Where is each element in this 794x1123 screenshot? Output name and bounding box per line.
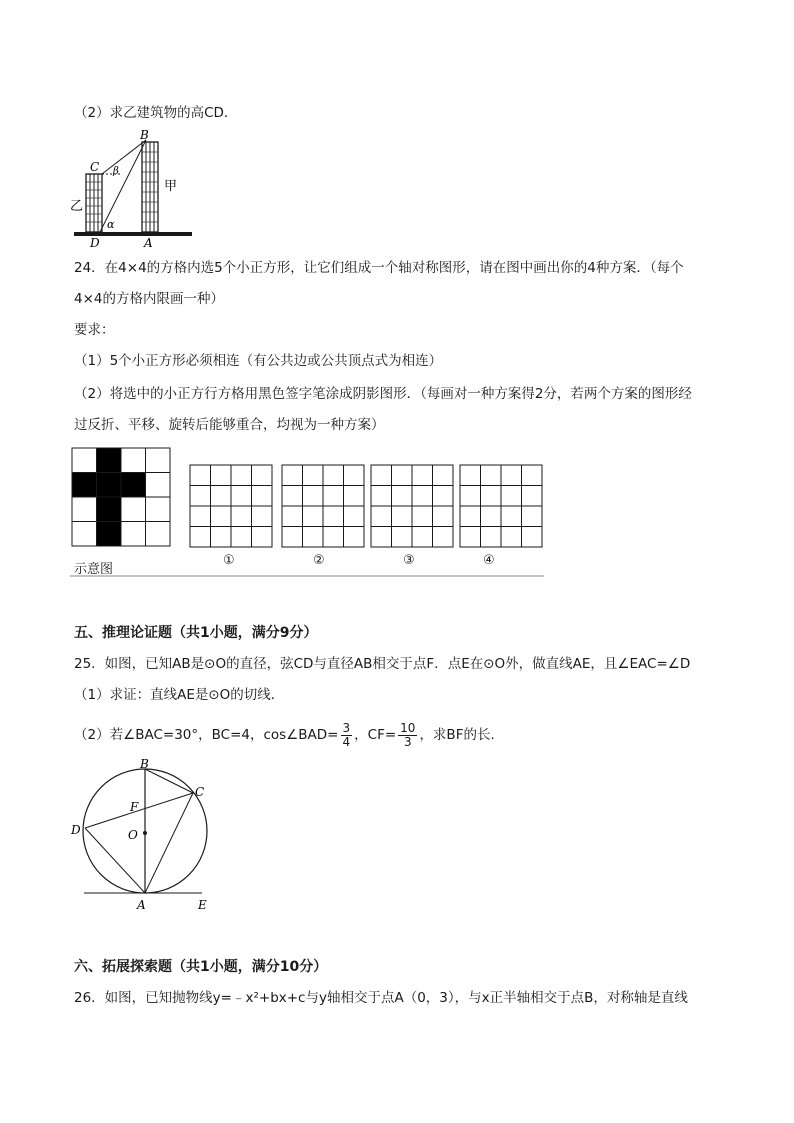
shaded-cell <box>97 522 122 547</box>
grid-label-2: ② <box>313 553 325 568</box>
answer-grid-3 <box>371 465 453 547</box>
answer-grid-4 <box>460 465 542 547</box>
grid-cell <box>146 473 171 498</box>
example-label: 示意图 <box>74 562 114 577</box>
label-d: D <box>71 823 81 837</box>
grid-cell <box>146 522 171 547</box>
grid-cell <box>433 506 454 527</box>
label-b: B <box>140 128 149 142</box>
grid-cell <box>392 465 413 486</box>
grid-cell <box>282 465 303 486</box>
grid-cell <box>303 506 324 527</box>
grid-cell <box>501 506 522 527</box>
grid-cell <box>412 506 433 527</box>
circle-figure <box>70 756 220 912</box>
grid-cell <box>522 506 543 527</box>
grid-cell <box>412 486 433 507</box>
cf-fraction <box>398 722 417 749</box>
grid-cell <box>392 486 413 507</box>
q26-line1: 26．如图，已知抛物线y=﹣x²+bx+c与y轴相交于点A（0，3），与x正半轴相交于点B，对称轴是直线 <box>74 990 688 1006</box>
building-jia <box>142 142 158 232</box>
cos-numerator: 3 <box>342 720 351 735</box>
grid-cell <box>231 506 252 527</box>
grids-figure <box>70 446 544 578</box>
grid-cell <box>231 465 252 486</box>
grid-cell <box>371 486 392 507</box>
grid-cell <box>72 522 97 547</box>
grid-cell <box>323 506 344 527</box>
q24-req1: （1）5个小正方形必须相连（有公共边或公共顶点式为相连） <box>74 353 443 369</box>
shaded-cell <box>121 473 146 498</box>
grid-cell <box>282 506 303 527</box>
grid-cell <box>282 486 303 507</box>
cf-numerator: 10 <box>400 720 416 735</box>
segment-bc <box>145 769 193 793</box>
grid-cell <box>433 527 454 548</box>
grid-cell <box>371 506 392 527</box>
grid-cell <box>501 465 522 486</box>
cf-denominator: 3 <box>403 734 412 749</box>
grid-label-1: ① <box>223 553 235 568</box>
section6-heading: 六、拓展探索题（共1小题，满分10分） <box>74 959 328 975</box>
label-a: A <box>144 236 153 248</box>
shaded-cell <box>97 497 122 522</box>
grid-cell <box>481 527 502 548</box>
grid-cell <box>501 486 522 507</box>
grid-cell <box>433 486 454 507</box>
grid-cell <box>522 486 543 507</box>
building-yi <box>86 174 102 232</box>
grid-cell <box>392 527 413 548</box>
grid-cell <box>211 486 232 507</box>
grid-cell <box>344 486 365 507</box>
grid-cell <box>501 527 522 548</box>
cos-denominator: 4 <box>342 734 351 749</box>
grid-cell <box>121 448 146 473</box>
grid-cell <box>72 448 97 473</box>
label-beta: β <box>113 166 119 177</box>
chord-dc <box>85 793 193 828</box>
label-jia: 甲 <box>164 179 178 194</box>
grid-cell <box>252 465 273 486</box>
grid-cell <box>460 465 481 486</box>
q24-req2-a: （2）将选中的小正方行方格用黑色签字笔涂成阴影图形．（每画对一种方案得2分，若两个方案的图形经 <box>74 386 692 402</box>
grid-cell <box>252 506 273 527</box>
grid-cell <box>190 486 211 507</box>
q25-part1: （1）求证：直线AE是⊙O的切线． <box>74 687 285 703</box>
label-alpha: α <box>107 218 115 231</box>
building-figure <box>70 126 200 248</box>
grid-label-4: ④ <box>483 553 495 568</box>
label-o: O <box>128 828 138 842</box>
grid-cell <box>522 465 543 486</box>
grid-cell <box>344 506 365 527</box>
grid-cell <box>323 465 344 486</box>
grid-cell <box>323 527 344 548</box>
grids-svg <box>70 446 544 578</box>
label-c: C <box>195 785 205 799</box>
grid-cell <box>252 527 273 548</box>
grid-cell <box>72 497 97 522</box>
grid-cell <box>303 527 324 548</box>
shaded-cell <box>97 473 122 498</box>
grid-cell <box>344 465 365 486</box>
grid-cell <box>522 527 543 548</box>
q24-req-title: 要求： <box>74 322 115 338</box>
grid-cell <box>481 486 502 507</box>
grid-cell <box>460 527 481 548</box>
shaded-cell <box>72 473 97 498</box>
answer-grid-2 <box>282 465 364 547</box>
grid-cell <box>231 486 252 507</box>
grid-label-3: ③ <box>403 553 415 568</box>
grid-cell <box>146 448 171 473</box>
grid-cell <box>190 527 211 548</box>
section5-heading: 五、推理论证题（共1小题，满分9分） <box>74 625 318 641</box>
grid-cell <box>211 506 232 527</box>
label-yi: 乙 <box>70 199 84 214</box>
q24-line2: 4×4的方格内限画一种） <box>74 291 224 307</box>
label-d: D <box>90 236 100 248</box>
grid-cell <box>121 497 146 522</box>
q25-line1: 25．如图，已知AB是⊙O的直径，弦CD与直径AB相交于点F．点E在⊙O外，做直线AE，且∠EAC=∠D <box>74 656 691 672</box>
label-a: A <box>137 898 146 912</box>
answer-grid-1 <box>190 465 272 547</box>
grid-cell <box>392 506 413 527</box>
cos-fraction <box>341 722 353 749</box>
grid-cell <box>190 465 211 486</box>
q23-part2-text: （2）求乙建筑物的高CD． <box>74 105 238 121</box>
grid-cell <box>371 527 392 548</box>
shaded-cell <box>97 448 122 473</box>
grid-cell <box>211 527 232 548</box>
grid-cell <box>231 527 252 548</box>
grid-cell <box>252 486 273 507</box>
grid-cell <box>146 497 171 522</box>
q24-req2-b: 过反折、平移、旋转后能够重合，均视为一种方案） <box>74 417 385 433</box>
grid-cell <box>303 465 324 486</box>
grid-cell <box>433 465 454 486</box>
grid-cell <box>190 506 211 527</box>
grid-cell <box>412 465 433 486</box>
grid-cell <box>121 522 146 547</box>
grid-cell <box>481 465 502 486</box>
label-e: E <box>198 898 207 912</box>
grid-cell <box>371 465 392 486</box>
grid-cell <box>344 527 365 548</box>
grid-cell <box>412 527 433 548</box>
grid-cell <box>460 506 481 527</box>
grid-cell <box>303 486 324 507</box>
q25-part2-c: ，求BF的长． <box>419 727 504 743</box>
q25-part2-a: （2）若∠BAC=30°，BC=4，cos∠BAD= <box>74 727 339 743</box>
grid-cell <box>460 486 481 507</box>
grid-cell <box>323 486 344 507</box>
center-dot <box>143 831 147 835</box>
sight-line-cb <box>102 140 146 174</box>
q24-line1: 24．在4×4的方格内选5个小正方形，让它们组成一个轴对称图形，请在图中画出你的4种方案．（每个 <box>74 260 684 276</box>
label-b: B <box>140 757 149 771</box>
example-grid <box>72 448 170 546</box>
grid-cell <box>282 527 303 548</box>
grid-cell <box>481 506 502 527</box>
q25-part2 <box>74 716 504 756</box>
label-f: F <box>130 800 139 814</box>
grid-cell <box>211 465 232 486</box>
q25-part2-b: ，CF= <box>354 727 397 743</box>
label-c: C <box>90 160 100 174</box>
